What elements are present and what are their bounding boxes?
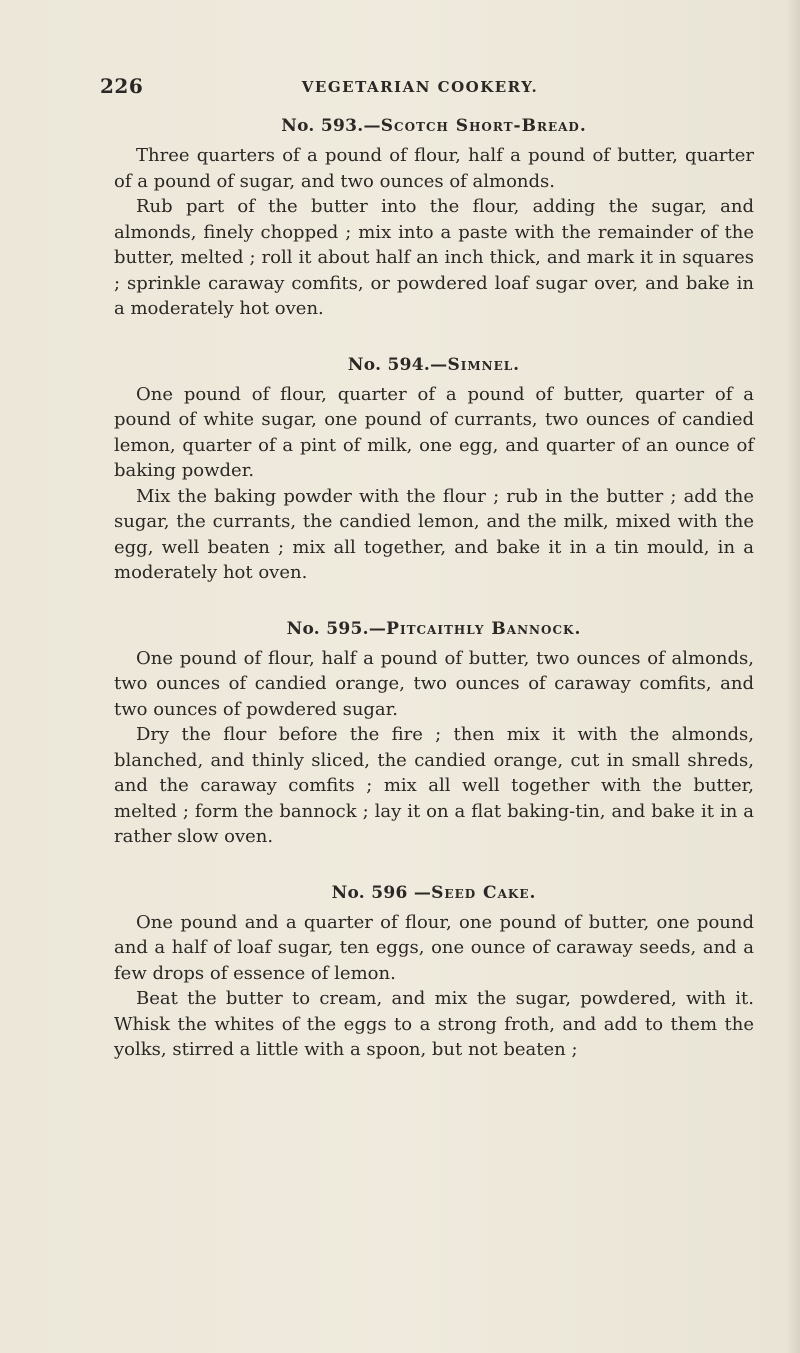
page-edge-shadow	[786, 0, 800, 1353]
recipe-heading: No. 596 —Seed Cake.	[331, 882, 537, 903]
recipe-number: No. 596	[331, 882, 408, 903]
recipe-number: No. 594.	[347, 354, 431, 375]
recipe-heading: No. 595.—Pitcaithly Bannock.	[286, 618, 582, 639]
method-paragraph: Mix the baking powder with the flour ; rub in the butter ; add the sugar, the currants, the candied lemon, and the milk, mixed with the egg, well beaten ; mix all together, and bake it in a tin mould, in a moderately hot oven.	[114, 485, 754, 583]
ingredients-paragraph: One pound of flour, quarter of a pound of butter, quarter of a pound of white sugar, one pound of currants, two ounces of candied lemon, quarter of a pint of milk, one egg, and quarter of an ounce of baking powder.	[114, 383, 754, 481]
recipe-593	[114, 111, 754, 322]
recipe-name: Scotch Short-Bread.	[380, 116, 587, 136]
recipe-number: No. 595.	[286, 618, 369, 639]
ingredients-paragraph: One pound and a quarter of flour, one pound of butter, one pound and a half of loaf sugar, ten eggs, one ounce of caraway seeds, and a few drops of essence of lemon.	[114, 911, 754, 984]
page-number: 226	[100, 74, 144, 98]
recipe-name: Seed Cake.	[431, 882, 537, 903]
recipe-594	[114, 350, 754, 586]
recipe-name: Pitcaithly Bannock.	[386, 618, 582, 639]
method-paragraph: Beat the butter to cream, and mix the sugar, powdered, with it. Whisk the whites of the eggs to a strong froth, and add to them the yolks, stirred a little with a spoon, but not beaten ;	[114, 988, 754, 1060]
recipe-name: Simnel.	[447, 354, 521, 375]
running-head: VEGETARIAN COOKERY.	[301, 78, 539, 96]
page-content	[114, 111, 754, 1063]
page-header	[100, 74, 740, 104]
recipe-596	[114, 878, 754, 1063]
recipe-heading: No. 594.—Simnel.	[347, 354, 521, 375]
recipe-595	[114, 614, 754, 850]
recipe-number: No. 593.	[281, 116, 364, 136]
method-paragraph: Rub part of the butter into the flour, adding the sugar, and almonds, finely chopped ; mix into a paste with the remainder of the butter, melted ; roll it about half an inch thick, and mark it in squares ; sprinkle caraway comfits, or powdered loaf sugar over, and bake in a moderately hot oven.	[114, 196, 754, 319]
recipe-heading: No. 593.—Scotch Short-Bread.	[281, 116, 587, 136]
ingredients-paragraph: One pound of flour, half a pound of butter, two ounces of almonds, two ounces of candied orange, two ounces of caraway comfits, and two ounces of powdered sugar.	[114, 647, 754, 720]
method-paragraph: Dry the flour before the fire ; then mix it with the almonds, blanched, and thinly sliced, the candied orange, cut in small shreds, and the caraway comfits ; mix all well together with the butter, melted ; form the bannock ; lay it on a flat baking-tin, and bake it in a rather slow oven.	[114, 724, 754, 847]
ingredients-paragraph: Three quarters of a pound of flour, half a pound of butter, quarter of a pound of sugar, and two ounces of almonds.	[114, 145, 754, 192]
